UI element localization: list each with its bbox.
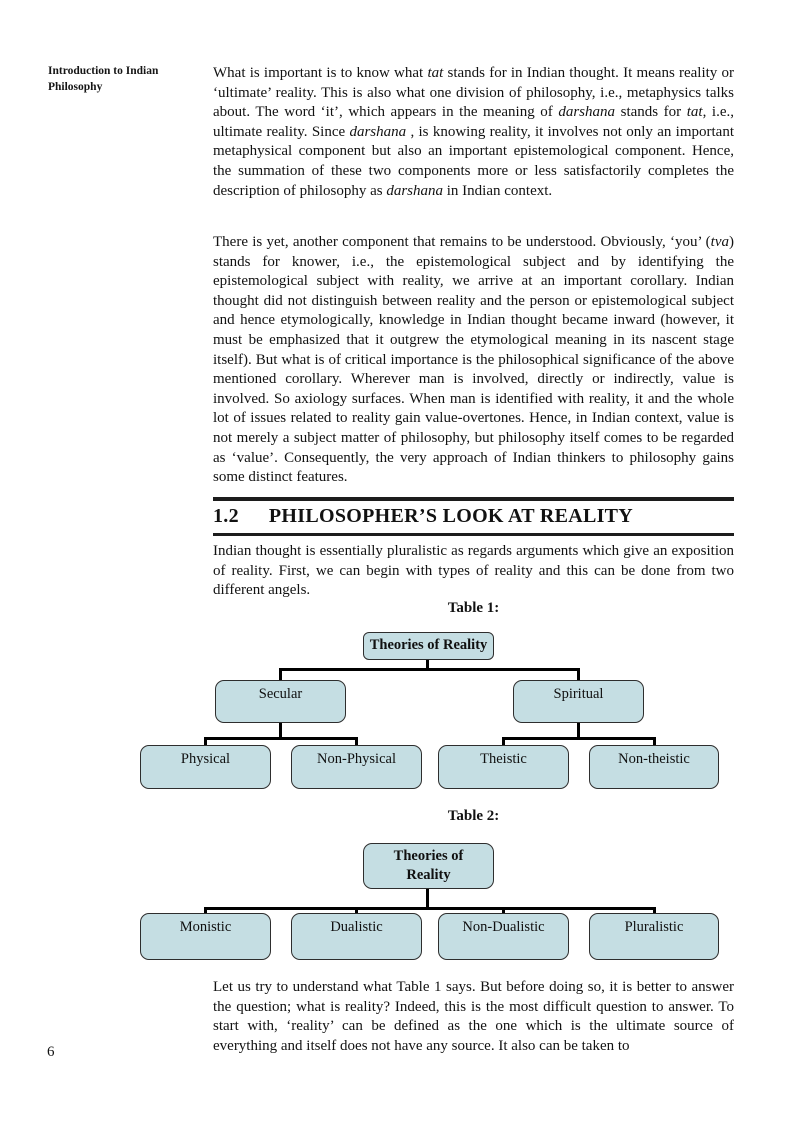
- connector-line: [279, 723, 282, 737]
- paragraph-1: What is important is to know what tat stands for in Indian thought. It means reality or ‘ultimate’ reality. This is also what one division of philosophy, i.e., metaphysics talks about. The word ‘it’, which appears in the meaning of darshana stands for tat, i.e., ultimate reality. Since darshana , is knowing reality, it involves not only an important metaphysical component but also an important epistemological component. Hence, the summation of these two components more or less satisfactorily completes the description of philosophy as darshana in Indian context.: [213, 65, 734, 199]
- table2-tree-diagram: [140, 843, 719, 963]
- sidebar-course-title: Introduction to Indian Philosophy: [48, 65, 159, 94]
- connector-line: [279, 668, 580, 671]
- connector-line: [653, 737, 656, 745]
- tree1-root-node: Theories of Reality: [363, 632, 494, 660]
- tree2-node-pluralistic: Pluralistic: [589, 913, 719, 960]
- connector-line: [279, 668, 282, 680]
- connector-line: [355, 737, 358, 745]
- tree1-node-nonphysical: Non-Physical: [291, 745, 422, 789]
- section-title: PHILOSOPHER’S LOOK AT REALITY: [268, 505, 634, 527]
- paragraph-3: Indian thought is essentially pluralistic as regards arguments which give an exposition of reality. First, we can begin with types of reality and this can be done from two different angels.: [213, 543, 734, 599]
- tree1-node-spiritual: Spiritual: [513, 680, 644, 723]
- connector-line: [204, 907, 656, 910]
- page-number: 6: [47, 1044, 55, 1060]
- section-heading: [213, 497, 734, 536]
- connector-line: [502, 737, 656, 740]
- tree1-node-physical: Physical: [140, 745, 271, 789]
- connector-line: [577, 668, 580, 680]
- tree1-node-nontheistic: Non-theistic: [589, 745, 719, 789]
- tree2-node-nondualistic: Non-Dualistic: [438, 913, 569, 960]
- table2-label: Table 2:: [447, 808, 500, 824]
- connector-line: [502, 737, 505, 745]
- tree2-node-dualistic: Dualistic: [291, 913, 422, 960]
- tree2-root-line2: Reality: [406, 867, 451, 883]
- section-number: 1.2: [213, 505, 239, 527]
- tree2-node-monistic: Monistic: [140, 913, 271, 960]
- paragraph-4: Let us try to understand what Table 1 says. But before doing so, it is better to answer the question; what is reality? Indeed, this is the most difficult question to answer. To start with, ‘reality’ can be defined as the one which is the ultimate source of everything and itself does not have any source. It also can be taken to: [213, 979, 734, 1054]
- table1-label: Table 1:: [447, 600, 500, 616]
- connector-line: [577, 723, 580, 737]
- tree2-root-node: [363, 843, 494, 889]
- tree1-node-secular: Secular: [215, 680, 346, 723]
- table1-tree-diagram: [140, 632, 719, 792]
- connector-line: [426, 889, 429, 907]
- tree1-node-theistic: Theistic: [438, 745, 569, 789]
- connector-line: [204, 737, 207, 745]
- paragraph-2: There is yet, another component that remains to be understood. Obviously, ‘you’ (tva) stands for knower, i.e., the epistemological subject and by identifying the epistemological subject with reality, we arrive at an important corollary. Indian thought did not distinguish between reality and the person or epistemological subject and hence etymologically, knowledge in Indian thought became inward (however, it must be emphasized that it outgrew the etymological meaning in its nascent stage itself). But what is of critical importance is the philosophical significance of the above mentioned corollary. Wherever man is involved, directly or indirectly, value is involved. So axiology surfaces. When man is identified with reality, it and the whole lot of issues related to reality gain value-overtones. Hence, in Indian context, value is not merely a subject matter of philosophy, but philosophy itself comes to be regarded as ‘value’. Consequently, the very approach of Indian thinkers to philosophy gains some distinct features.: [213, 234, 734, 486]
- connector-line: [204, 737, 358, 740]
- tree2-root-line1: Theories of: [393, 848, 464, 864]
